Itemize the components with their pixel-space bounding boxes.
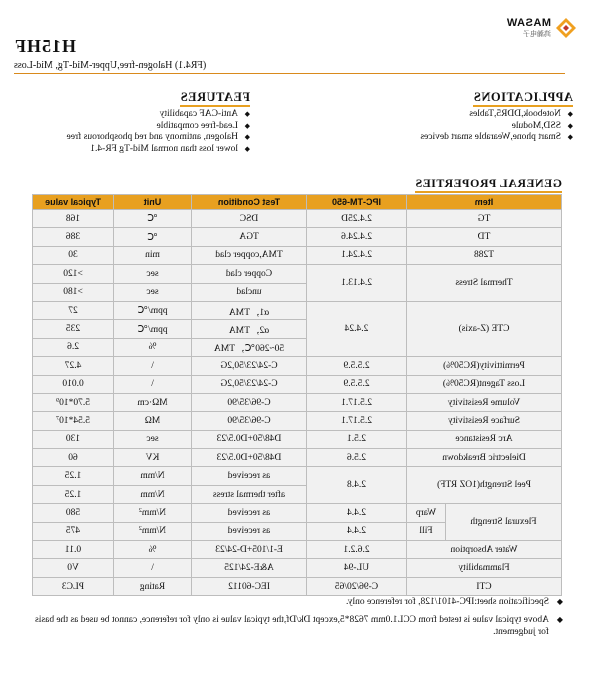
cell-value: 2.6 [33, 338, 114, 356]
table-row [33, 541, 562, 559]
col-header-item: Item [407, 195, 562, 210]
cell-item: Volume Resistivity [407, 393, 562, 411]
cell-value: 27 [33, 301, 114, 319]
value-exponent: 7 [56, 415, 60, 422]
table-row [33, 577, 562, 595]
cell-method: 2.5.17.1 [307, 393, 407, 411]
table-row [33, 559, 562, 577]
feature-item: ◆ Lead-free compatible [67, 121, 250, 133]
cell-unit: ℃ [114, 228, 192, 246]
table-header-row [33, 195, 562, 210]
cell-item: Permittivity(RC50%) [407, 357, 562, 375]
applications-heading: APPLICATIONS [473, 90, 573, 104]
unit-exponent: 2 [138, 507, 142, 514]
cell-value: PLC3 [33, 577, 114, 595]
cell-condition: as received [192, 467, 307, 485]
application-item: ◆ Smart phone,Wearable smart devices [420, 132, 573, 144]
cell-item: Flammability [407, 559, 562, 577]
notes-list [23, 596, 563, 638]
cell-condition: after thermal stress [192, 485, 307, 503]
cell-unit: ppm/℃ [114, 320, 192, 338]
cell-condition: E-1/105+D-24/23 [192, 541, 307, 559]
cell-unit: ℃ [114, 210, 192, 228]
cell-value: V0 [33, 559, 114, 577]
cell-method: 2.5.6 [307, 449, 407, 467]
cell-unit: \ [114, 375, 192, 393]
cell-value: 168 [33, 210, 114, 228]
value-exponent: 9 [56, 397, 60, 404]
feature-item: ◆ Anti-CAF capability [67, 109, 250, 121]
col-header-method: IPC-TM-650 [307, 195, 407, 210]
unit-exponent: 2 [138, 526, 142, 533]
note-item: ◆ Specification sheet:IPC-4101/128, for reference only. [23, 596, 563, 608]
cell-method: UL-94 [307, 559, 407, 577]
cell-value: 4.27 [33, 357, 114, 375]
cell-item: CTE (Z-axis) [407, 301, 562, 356]
cell-value: 30 [33, 246, 114, 264]
cell-value: >180 [33, 283, 114, 301]
cell-method: 2.4.24.6 [307, 228, 407, 246]
table-row [33, 246, 562, 264]
cell-condition: α1，TMA [192, 301, 307, 319]
cell-unit [114, 522, 192, 540]
cell-condition: D48/50+D0.5/23 [192, 430, 307, 448]
cell-item: TG [407, 210, 562, 228]
cell-condition: C-24/23/50,2G [192, 375, 307, 393]
cell-item: CTI [407, 577, 562, 595]
cell-condition: unclad [192, 283, 307, 301]
cell-value: >120 [33, 265, 114, 283]
cell-condition: as received [192, 522, 307, 540]
cell-value: 235 [33, 320, 114, 338]
cell-method: 2.5.17.1 [307, 412, 407, 430]
features-heading: FEATURES [180, 90, 250, 104]
cell-method: 2.4.13.1 [307, 265, 407, 302]
cell-value: 60 [33, 449, 114, 467]
table-row [33, 412, 562, 430]
table-row [33, 265, 562, 283]
table-row [33, 449, 562, 467]
table-row [33, 393, 562, 411]
cell-condition: C-96/35/90 [192, 412, 307, 430]
note-item: ◆ Above typical value is tested from CCL1.0mm 7628*5,except Dk/Df,the typical value is only for reference, cannot be used as the basis for judgement. [23, 614, 563, 638]
cell-item: Peel Strength(1OZ RTF) [407, 467, 562, 504]
cell-condition: α2，TMA [192, 320, 307, 338]
flexural-fill-label: Fill [419, 526, 433, 537]
cell-value: 475 [33, 522, 114, 540]
cell-unit: min [114, 246, 192, 264]
col-header-condition: Test Condition [192, 195, 307, 210]
cell-item: Arc Resistance [407, 430, 562, 448]
cell-value [33, 393, 114, 411]
cell-condition: DSC [192, 210, 307, 228]
cell-condition: A&E-24/125 [192, 559, 307, 577]
logo-brand: MASAW [506, 17, 551, 29]
cell-method: 2.6.2.1 [307, 541, 407, 559]
page-subtitle: (FR4.1) Halogen-free,Upper-Mid-Tg, Mid-Loss [14, 60, 207, 71]
cell-value: 580 [33, 504, 114, 522]
flexural-label: Flexural Strength [445, 504, 561, 540]
cell-unit: sec [114, 265, 192, 283]
cell-unit: N/mm [114, 485, 192, 503]
feature-item: ◆ Halogen, antimony and red phosphorous free [67, 132, 250, 144]
flexural-warp-label: Warp [407, 504, 445, 522]
cell-method: 2.4.4 [307, 504, 407, 522]
cell-method: 2.4.4 [307, 522, 407, 540]
feature-item: ◆ lower loss than normal Mid-Tg FR-4.1 [67, 144, 250, 156]
company-logo [467, 12, 577, 44]
cell-unit: % [114, 541, 192, 559]
table-row [33, 375, 562, 393]
cell-value: 1.25 [33, 467, 114, 485]
cell-unit: \ [114, 559, 192, 577]
cell-condition: C-24/23/50,2G [192, 357, 307, 375]
features-list [67, 109, 250, 155]
cell-condition: C-96/35/90 [192, 393, 307, 411]
logo-emblem-icon [555, 17, 577, 39]
cell-condition: IEC-60112 [192, 577, 307, 595]
cell-value: 0.010 [33, 375, 114, 393]
table-row [33, 228, 562, 246]
cell-condition: D48/50+D0.5/23 [192, 449, 307, 467]
cell-item: Loss Tagent(RC50%) [407, 375, 562, 393]
cell-method: 2.4.24.1 [307, 246, 407, 264]
cell-method: 2.4.25D [307, 210, 407, 228]
cell-condition: 50~260℃，TMA [192, 338, 307, 356]
cell-item: Dielectric Breakdown [407, 449, 562, 467]
page-title: H15HF [14, 36, 76, 56]
cell-unit: MΩ [114, 412, 192, 430]
cell-method: 2.4.8 [307, 467, 407, 504]
cell-item: Water Absorption [407, 541, 562, 559]
cell-unit: MΩ·cm [114, 393, 192, 411]
cell-item: Thermal Stress [407, 265, 562, 302]
cell-item [407, 504, 562, 541]
cell-item: T288 [407, 246, 562, 264]
application-item: ◆ Notebook,DDR5,Tables [420, 109, 573, 121]
cell-method: 2.5.5.9 [307, 375, 407, 393]
cell-method: 2.5.5.9 [307, 357, 407, 375]
cell-value: 130 [33, 430, 114, 448]
cell-condition: TGA [192, 228, 307, 246]
value-mantissa: 5.54*10 [59, 415, 90, 426]
col-header-value: Typical value [33, 195, 114, 210]
cell-item: TD [407, 228, 562, 246]
unit-base: N/mm [141, 507, 167, 518]
cell-condition: as received [192, 504, 307, 522]
logo-chinese: 鸿瀚电子 [523, 30, 551, 38]
cell-unit: ppm/℃ [114, 301, 192, 319]
cell-unit: KV [114, 449, 192, 467]
cell-unit: % [114, 338, 192, 356]
cell-unit [114, 504, 192, 522]
unit-base: N/mm [141, 526, 167, 537]
properties-heading: GENERAL PROPERTIES [415, 176, 562, 190]
cell-unit: sec [114, 283, 192, 301]
cell-method: C-96/20/65 [307, 577, 407, 595]
header-divider [14, 73, 565, 74]
table-row [33, 504, 562, 522]
cell-item: Surface Resistivity [407, 412, 562, 430]
cell-value [33, 412, 114, 430]
properties-table [32, 194, 562, 596]
cell-method: 2.5.1 [307, 430, 407, 448]
col-header-unit: Unit [114, 195, 192, 210]
application-item: ◆ SSD,Module [420, 121, 573, 133]
cell-method: 2.4.24 [307, 301, 407, 356]
cell-unit: Rating [114, 577, 192, 595]
value-mantissa: 5.70*10 [59, 397, 90, 408]
cell-condition: TMA,copper clad [192, 246, 307, 264]
cell-value: 0.11 [33, 541, 114, 559]
table-row [33, 301, 562, 319]
cell-unit: \ [114, 357, 192, 375]
cell-value: 386 [33, 228, 114, 246]
cell-condition: Copper clad [192, 265, 307, 283]
cell-unit: N/mm [114, 467, 192, 485]
table-row [33, 430, 562, 448]
table-row [33, 357, 562, 375]
applications-list [420, 109, 573, 144]
table-row [33, 467, 562, 485]
cell-value: 1.25 [33, 485, 114, 503]
table-row [33, 210, 562, 228]
cell-unit: sec [114, 430, 192, 448]
